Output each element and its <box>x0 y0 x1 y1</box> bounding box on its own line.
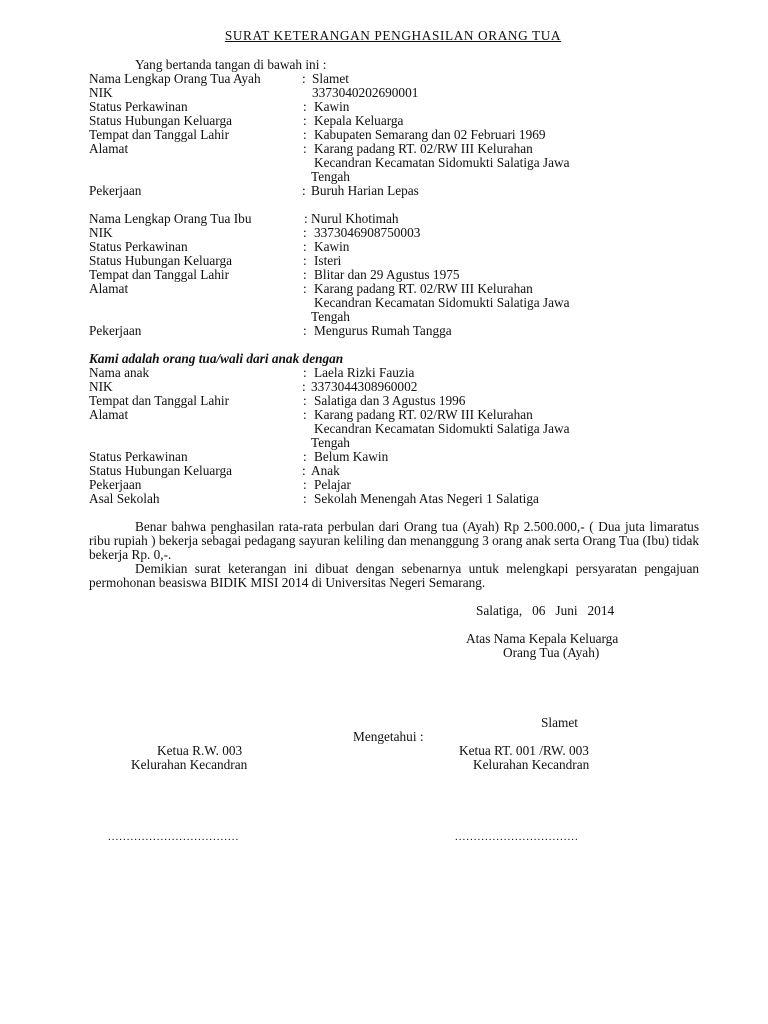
signer-role-sub: Orang Tua (Ayah) <box>503 645 600 660</box>
colon: : <box>303 393 307 408</box>
anak-pekerjaan-label: Pekerjaan <box>89 477 142 492</box>
anak-ttl-label: Tempat dan Tanggal Lahir <box>89 393 230 408</box>
ibu-alamat-label: Alamat <box>89 281 129 296</box>
document-title: SURAT KETERANGAN PENGHASILAN ORANG TUA <box>224 28 562 43</box>
rt-signature-line: ................................. <box>455 831 579 843</box>
colon: : <box>304 211 308 226</box>
ayah-pekerjaan-value: Buruh Harian Lepas <box>311 183 419 198</box>
ibu-pekerjaan-value: Mengurus Rumah Tangga <box>314 323 452 338</box>
colon: : <box>303 253 307 268</box>
anak-nik-value: 3373044308960002 <box>311 379 418 394</box>
colon: : <box>302 183 306 198</box>
anak-sekolah-label: Asal Sekolah <box>89 491 160 506</box>
ayah-alamat-label: Alamat <box>89 141 129 156</box>
ayah-ttl-value: Kabupaten Semarang dan 02 Februari 1969 <box>314 127 546 142</box>
colon: : <box>303 239 307 254</box>
ayah-pekerjaan-label: Pekerjaan <box>89 183 142 198</box>
ibu-status-label: Status Perkawinan <box>89 239 188 254</box>
colon: : <box>302 463 306 478</box>
ayah-alamat-line-2: Kecandran Kecamatan Sidomukti Salatiga Jawa <box>314 155 570 170</box>
rt-kelurahan: Kelurahan Kecandran <box>473 757 590 772</box>
ibu-pekerjaan-label: Pekerjaan <box>89 323 142 338</box>
ibu-alamat-line-1: Karang padang RT. 02/RW III Kelurahan <box>314 281 533 296</box>
colon: : <box>303 323 307 338</box>
rw-kelurahan: Kelurahan Kecandran <box>131 757 248 772</box>
rw-title: Ketua R.W. 003 <box>157 743 243 758</box>
rt-title: Ketua RT. 001 /RW. 003 <box>459 743 589 758</box>
anak-alamat-label: Alamat <box>89 407 129 422</box>
colon: : <box>303 491 307 506</box>
ibu-alamat-line-2: Kecandran Kecamatan Sidomukti Salatiga Jawa <box>314 295 570 310</box>
ibu-nama-label: Nama Lengkap Orang Tua Ibu <box>89 211 252 226</box>
anak-alamat-line-1: Karang padang RT. 02/RW III Kelurahan <box>314 407 533 422</box>
colon: : <box>303 365 307 380</box>
ibu-nama-value: Nurul Khotimah <box>311 211 399 226</box>
ibu-hubungan-label: Status Hubungan Keluarga <box>89 253 233 268</box>
ayah-nama-label: Nama Lengkap Orang Tua Ayah <box>89 71 261 86</box>
ayah-ttl-label: Tempat dan Tanggal Lahir <box>89 127 230 142</box>
anak-alamat-line-2: Kecandran Kecamatan Sidomukti Salatiga Jawa <box>314 421 570 436</box>
colon: : <box>303 141 307 156</box>
ibu-nik-label: NIK <box>89 225 113 240</box>
colon: : <box>303 267 307 282</box>
anak-hubungan-label: Status Hubungan Keluarga <box>89 463 233 478</box>
colon: : <box>303 113 307 128</box>
anak-sekolah-value: Sekolah Menengah Atas Negeri 1 Salatiga <box>314 491 539 506</box>
signer-role: Atas Nama Kepala Keluarga <box>466 631 619 646</box>
anak-ttl-value: Salatiga dan 3 Agustus 1996 <box>314 393 466 408</box>
ayah-status-value: Kawin <box>314 99 350 114</box>
colon: : <box>302 379 306 394</box>
ayah-status-label: Status Perkawinan <box>89 99 188 114</box>
anak-nama-value: Laela Rizki Fauzia <box>314 365 415 380</box>
colon: : <box>303 225 307 240</box>
colon: : <box>303 281 307 296</box>
anak-status-value: Belum Kawin <box>314 449 389 464</box>
intro-text: Yang bertanda tangan di bawah ini : <box>135 57 327 72</box>
colon: : <box>303 127 307 142</box>
ibu-alamat-line-3: Tengah <box>311 309 350 324</box>
ayah-nik-value: 3373040202690001 <box>312 85 419 100</box>
ibu-hubungan-value: Isteri <box>314 253 342 268</box>
ibu-nik-value: 3373046908750003 <box>314 225 421 240</box>
signer-name: Slamet <box>541 715 578 730</box>
rw-signature-line: ................................... <box>108 831 240 843</box>
anak-heading: Kami adalah orang tua/wali dari anak dengan <box>89 351 344 366</box>
ibu-ttl-label: Tempat dan Tanggal Lahir <box>89 267 230 282</box>
income-paragraph: Benar bahwa penghasilan rata-rata perbulan dari Orang tua (Ayah) Rp 2.500.000,- ( Dua juta limaratus ribu rupiah ) bekerja sebagai pedagang sayuran keliling dan menanggung 3 orang anak serta Orang Tua (Ibu) tidak bekerja Rp. 0,-. <box>89 519 699 562</box>
colon: : <box>303 449 307 464</box>
place-date: Salatiga, 06 Juni 2014 <box>476 603 615 618</box>
anak-hubungan-value: Anak <box>311 463 340 478</box>
anak-alamat-line-3: Tengah <box>311 435 350 450</box>
colon: : <box>303 99 307 114</box>
ibu-ttl-value: Blitar dan 29 Agustus 1975 <box>314 267 460 282</box>
colon: : <box>302 71 306 86</box>
colon: : <box>303 407 307 422</box>
colon: : <box>303 477 307 492</box>
anak-status-label: Status Perkawinan <box>89 449 188 464</box>
closing-paragraph: Demikian surat keterangan ini dibuat dengan sebenarnya untuk melengkapi persyaratan pengajuan permohonan beasiswa BIDIK MISI 2014 di Universitas Negeri Semarang. <box>89 561 699 590</box>
anak-nik-label: NIK <box>89 379 113 394</box>
ayah-hubungan-value: Kepala Keluarga <box>314 113 404 128</box>
anak-pekerjaan-value: Pelajar <box>314 477 351 492</box>
ayah-nama-value: Slamet <box>312 71 349 86</box>
anak-nama-label: Nama anak <box>89 365 150 380</box>
ayah-hubungan-label: Status Hubungan Keluarga <box>89 113 233 128</box>
ayah-nik-label: NIK <box>89 85 113 100</box>
ayah-alamat-line-1: Karang padang RT. 02/RW III Kelurahan <box>314 141 533 156</box>
ibu-status-value: Kawin <box>314 239 350 254</box>
mengetahui-label: Mengetahui : <box>353 729 424 744</box>
ayah-alamat-line-3: Tengah <box>311 169 350 184</box>
